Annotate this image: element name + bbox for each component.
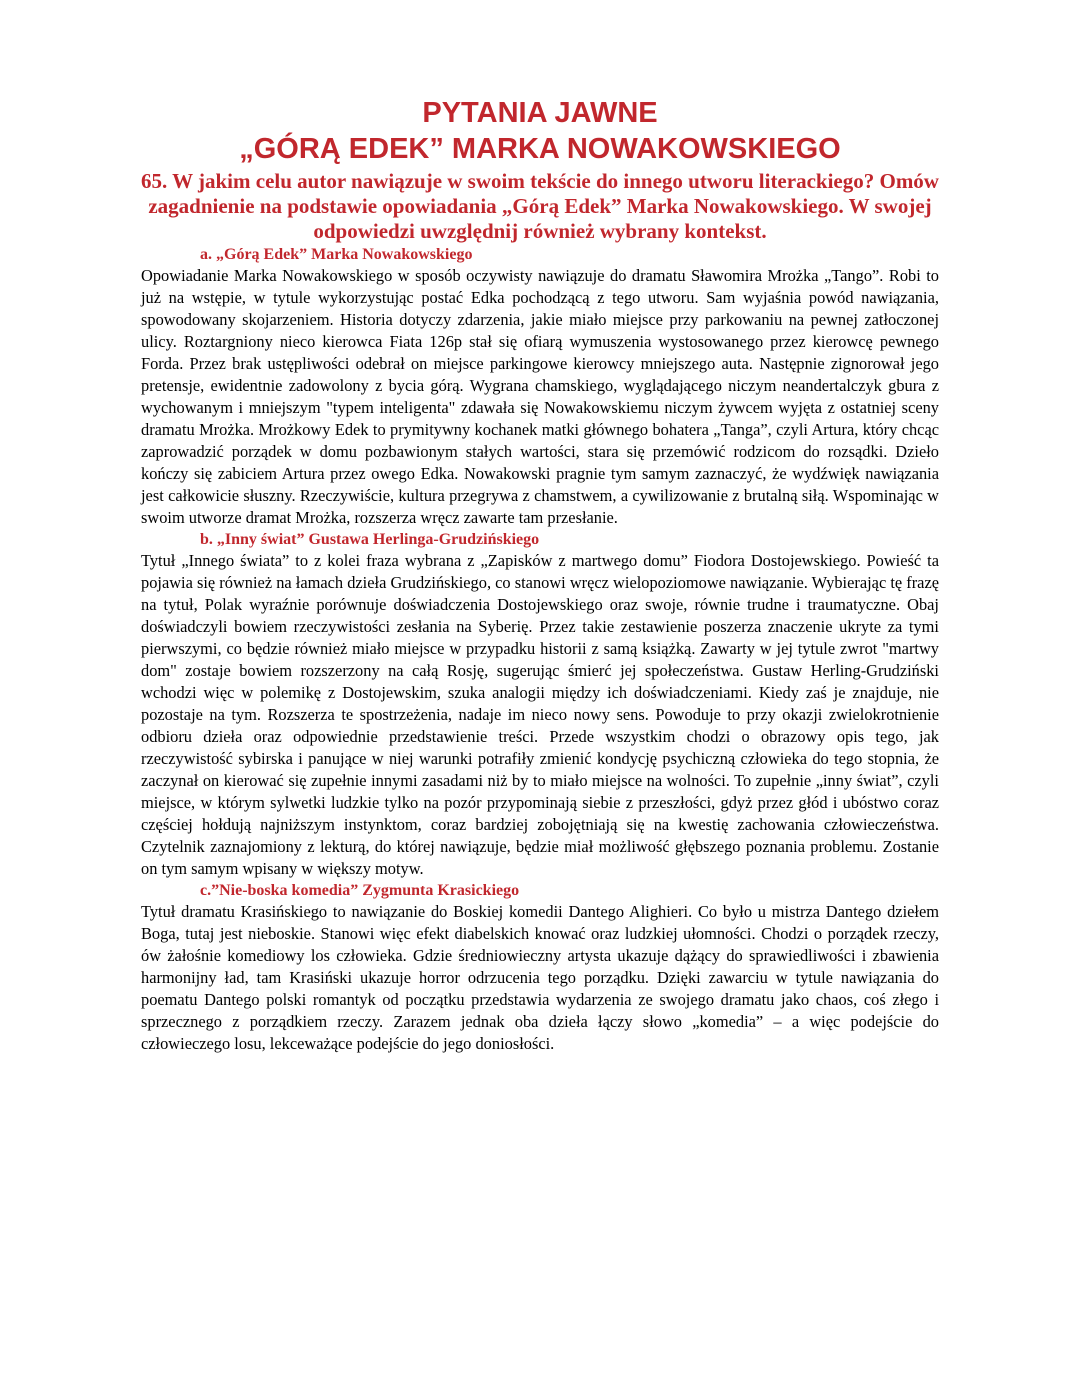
- section-c-heading: c.”Nie-boska komedia” Zygmunta Krasickiego: [200, 882, 520, 899]
- document-page: [141, 95, 939, 1055]
- section-b-text: Tytuł „Innego świata” to z kolei fraza wybrana z „Zapisków z martwego domu” Fiodora Dostojewskiego. Powieść ta pojawia się również na łamach dzieła Grudzińskiego, co stanowi wręcz wielopoziomowe nawiązanie. Wybierając tę frazę na tytuł, Polak wyraźnie porównuje doświadczenia Dostojewskiego oraz swoje, równie trudne i traumatyczne. Obaj doświadczyli bowiem rzeczywistości zesłania na Syberię. Przez takie zestawienie poszerza znaczenie ukryte za tymi pierwszymi, co będzie również miało miejsce w przypadku historii z samą książką. Zawarty w jej tytule zwrot "martwy dom" zostaje bowiem rozszerzony na całą Rosję, sugerując śmierć jej społeczeństwa. Gustaw Herling-Grudziński wchodzi więc w polemikę z Dostojewskim, szuka analogii między ich doświadczeniami. Kiedy zaś je znajduje, nie pozostaje na tym. Rozszerza te spostrzeżenia, nadaje im nieco nowy sens. Powoduje to przy okazji zwielokrotnienie odbioru dzieła oraz odpowiednie przedstawienie treści. Przede wszystkim chodzi o obrazowy opis tego, jak rzeczywistość sybirska i panujące w niej warunki potrafiły zmienić kondycję psychiczną człowieka do tego stopnia, że zaczynał on kierować się zupełnie innymi zasadami niż by to miało miejsce na wolności. To zupełnie „inny świat”, czyli miejsce, w którym sylwetki ludzkie tylko na pozór przypominają siebie z przeszłości, gdyż przez głód i ubóstwo coraz częściej hołdują najniższym instynktom, coraz bardziej zobojętniają się na kwestię zachowania człowieczeństwa. Czytelnik zaznajomiony z lekturą, do której nawiązuje, będzie miał możliwość głębszego poznania problemu. Zostanie on tym samym wpisany w większy motyw.: [141, 551, 939, 878]
- section-a-heading: a. „Górą Edek” Marka Nowakowskiego: [200, 246, 473, 263]
- section-c-text: Tytuł dramatu Krasińskiego to nawiązanie do Boskiej komedii Dantego Alighieri. Co było u mistrza Dantego dziełem Boga, tutaj jest nieboskie. Stanowi więc efekt diabelskich knować oraz ludzkiej ułomności. Chodzi o porządek rzeczy, ów żałośnie komediowy los człowieka. Gdzie średniowieczny artysta ukazuje dążący do sprawiedliwości i zbawienia harmonijny ład, tam Krasiński ukazuje horror odrzucenia tego porządku. Dzięki zawarciu w tytule nawiązania do poematu Dantego polski romantyk od początku przedstawia wydarzenia ze swojego dramatu jako chaos, coś złego i sprzecznego z porządkiem rzeczy. Zarazem jednak oba dzieła łączy słowo „komedia” – a więc podejście do człowieczego losu, lekceważące podejście do jego doniosłości.: [141, 902, 939, 1053]
- exam-question: 65. W jakim celu autor nawiązuje w swoim tekście do innego utworu literackiego? Omów zagadnienie na podstawie opowiadania „Górą Edek” Marka Nowakowskiego. W swojej odpowiedzi uwzględnij również wybrany kontekst.: [141, 169, 939, 243]
- title-line-2: „GÓRĄ EDEK” MARKA NOWAKOWSKIEGO: [239, 133, 841, 165]
- section-a-text: Opowiadanie Marka Nowakowskiego w sposób oczywisty nawiązuje do dramatu Sławomira Mrożka „Tango”. Robi to już na wstępie, w tytule wykorzystując postać Edka pochodzącą z tego utworu. Sam wyjaśnia powód nawiązania, spowodowany skojarzeniem. Historia dotyczy zdarzenia, jakie miało miejsce przy parkowaniu na pewnej zatłoczonej ulicy. Roztargniony nieco kierowca Fiata 126p stał się ofiarą wymuszenia wystosowanego przez kierowcę pewnego Forda. Przez brak ustępliwości odebrał on miejsce parkingowe kierowcy mniejszego auta. Następnie zignorował jego pretensje, ewidentnie zadowolony z bycia górą. Wygrana chamskiego, wyglądającego niczym neandertalczyk gbura z wychowanym i mniejszym "typem inteligenta" zdawała się Nowakowskiemu niczym żywcem wyjęta z ostatniej sceny dramatu Mrożka. Mrożkowy Edek to prymitywny kochanek matki głównego bohatera „Tanga”, czyli Artura, który chcąc zaprowadzić porządek w domu pozbawionym stałych wartości, stara się przemówić rodzicom do rozsądki. Dzieło kończy się zabiciem Artura przez owego Edka. Nowakowski pragnie tym samym zaznaczyć, że wydźwięk nawiązania jest całkowicie słuszny. Rzeczywiście, kultura przegrywa z chamstwem, a cywilizowanie z brutalną siłą. Wspominając w swoim utworze dramat Mrożka, rozszerza wręcz zawarte tam przesłanie.: [141, 266, 939, 527]
- title-line-1: PYTANIA JAWNE: [422, 97, 658, 129]
- section-b-heading: b. „Inny świat” Gustawa Herlinga-Grudzińskiego: [200, 531, 540, 548]
